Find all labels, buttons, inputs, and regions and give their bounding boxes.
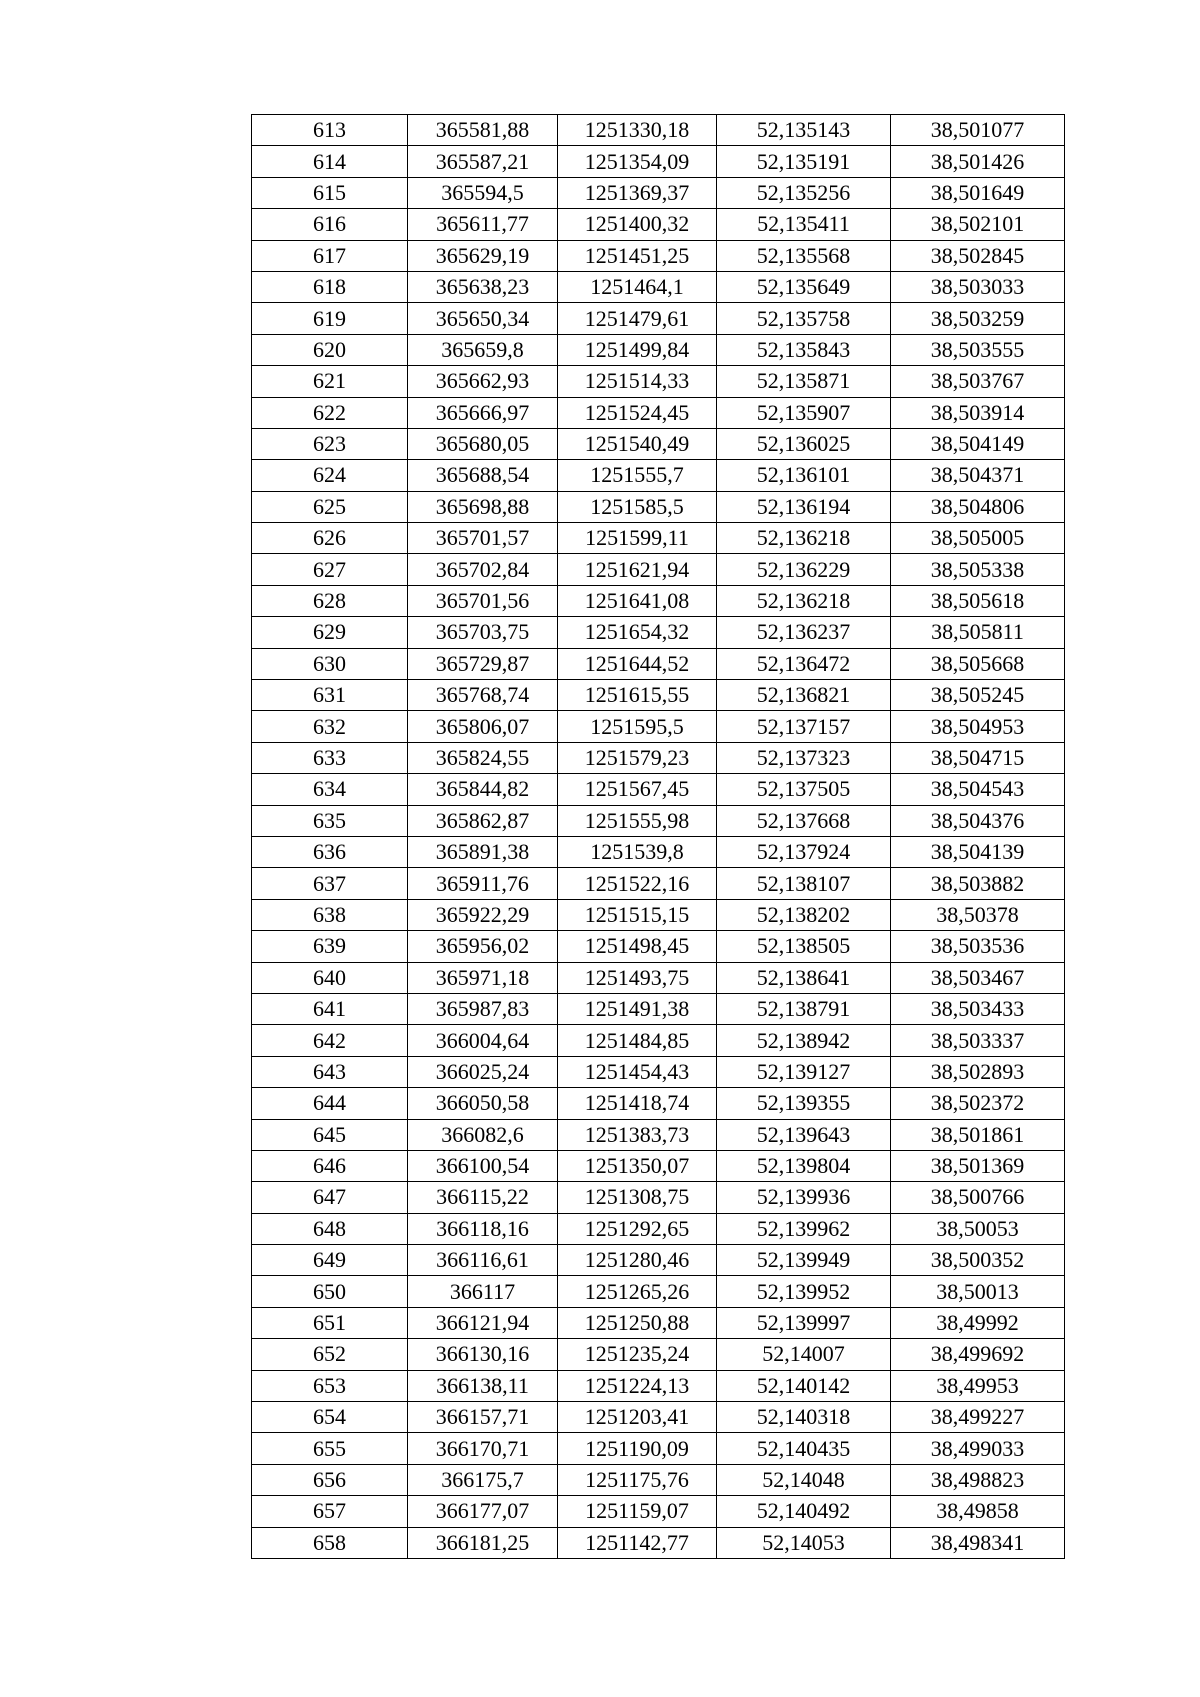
- point-number-cell: 655: [252, 1433, 408, 1464]
- x-coordinate-cell: 366170,71: [408, 1433, 558, 1464]
- y-coordinate-cell: 1251418,74: [558, 1088, 717, 1119]
- latitude-cell: 52,137668: [717, 805, 891, 836]
- y-coordinate-cell: 1251330,18: [558, 115, 717, 146]
- table-row: [252, 1182, 1065, 1213]
- x-coordinate-cell: 365701,57: [408, 523, 558, 554]
- table-row: [252, 460, 1065, 491]
- point-number-cell: 630: [252, 648, 408, 679]
- table-row: [252, 1119, 1065, 1150]
- table-row: [252, 836, 1065, 867]
- longitude-cell: 38,501649: [891, 177, 1065, 208]
- longitude-cell: 38,501861: [891, 1119, 1065, 1150]
- point-number-cell: 628: [252, 585, 408, 616]
- point-number-cell: 615: [252, 177, 408, 208]
- y-coordinate-cell: 1251499,84: [558, 334, 717, 365]
- x-coordinate-cell: 365844,82: [408, 774, 558, 805]
- x-coordinate-cell: 365666,97: [408, 397, 558, 428]
- y-coordinate-cell: 1251524,45: [558, 397, 717, 428]
- latitude-cell: 52,135907: [717, 397, 891, 428]
- point-number-cell: 648: [252, 1213, 408, 1244]
- point-number-cell: 657: [252, 1496, 408, 1527]
- y-coordinate-cell: 1251203,41: [558, 1402, 717, 1433]
- latitude-cell: 52,137323: [717, 742, 891, 773]
- point-number-cell: 635: [252, 805, 408, 836]
- longitude-cell: 38,505668: [891, 648, 1065, 679]
- point-number-cell: 639: [252, 931, 408, 962]
- x-coordinate-cell: 365611,77: [408, 209, 558, 240]
- longitude-cell: 38,503882: [891, 868, 1065, 899]
- x-coordinate-cell: 365688,54: [408, 460, 558, 491]
- point-number-cell: 654: [252, 1402, 408, 1433]
- longitude-cell: 38,503337: [891, 1025, 1065, 1056]
- point-number-cell: 646: [252, 1150, 408, 1181]
- longitude-cell: 38,503433: [891, 993, 1065, 1024]
- y-coordinate-cell: 1251308,75: [558, 1182, 717, 1213]
- table-row: [252, 648, 1065, 679]
- latitude-cell: 52,138942: [717, 1025, 891, 1056]
- latitude-cell: 52,136194: [717, 491, 891, 522]
- y-coordinate-cell: 1251615,55: [558, 680, 717, 711]
- y-coordinate-cell: 1251555,98: [558, 805, 717, 836]
- longitude-cell: 38,49992: [891, 1307, 1065, 1338]
- table-row: [252, 617, 1065, 648]
- point-number-cell: 626: [252, 523, 408, 554]
- x-coordinate-cell: 365729,87: [408, 648, 558, 679]
- y-coordinate-cell: 1251464,1: [558, 271, 717, 302]
- table-row: [252, 1370, 1065, 1401]
- table-row: [252, 993, 1065, 1024]
- latitude-cell: 52,135411: [717, 209, 891, 240]
- longitude-cell: 38,502893: [891, 1056, 1065, 1087]
- latitude-cell: 52,140318: [717, 1402, 891, 1433]
- table-row: [252, 1276, 1065, 1307]
- longitude-cell: 38,503259: [891, 303, 1065, 334]
- longitude-cell: 38,505245: [891, 680, 1065, 711]
- longitude-cell: 38,505618: [891, 585, 1065, 616]
- y-coordinate-cell: 1251369,37: [558, 177, 717, 208]
- point-number-cell: 621: [252, 366, 408, 397]
- table-row: [252, 711, 1065, 742]
- x-coordinate-cell: 366130,16: [408, 1339, 558, 1370]
- point-number-cell: 653: [252, 1370, 408, 1401]
- x-coordinate-cell: 366117: [408, 1276, 558, 1307]
- table-row: [252, 240, 1065, 271]
- table-row: [252, 1527, 1065, 1558]
- x-coordinate-cell: 366025,24: [408, 1056, 558, 1087]
- latitude-cell: 52,135871: [717, 366, 891, 397]
- table-row: [252, 1433, 1065, 1464]
- point-number-cell: 627: [252, 554, 408, 585]
- point-number-cell: 613: [252, 115, 408, 146]
- x-coordinate-cell: 365659,8: [408, 334, 558, 365]
- table-row: [252, 899, 1065, 930]
- x-coordinate-cell: 366121,94: [408, 1307, 558, 1338]
- point-number-cell: 645: [252, 1119, 408, 1150]
- latitude-cell: 52,137924: [717, 836, 891, 867]
- x-coordinate-cell: 366050,58: [408, 1088, 558, 1119]
- longitude-cell: 38,505005: [891, 523, 1065, 554]
- table-row: [252, 774, 1065, 805]
- latitude-cell: 52,136218: [717, 523, 891, 554]
- point-number-cell: 649: [252, 1245, 408, 1276]
- y-coordinate-cell: 1251498,45: [558, 931, 717, 962]
- longitude-cell: 38,499033: [891, 1433, 1065, 1464]
- point-number-cell: 634: [252, 774, 408, 805]
- latitude-cell: 52,136229: [717, 554, 891, 585]
- longitude-cell: 38,501077: [891, 115, 1065, 146]
- table-row: [252, 1213, 1065, 1244]
- longitude-cell: 38,503536: [891, 931, 1065, 962]
- y-coordinate-cell: 1251539,8: [558, 836, 717, 867]
- point-number-cell: 629: [252, 617, 408, 648]
- y-coordinate-cell: 1251585,5: [558, 491, 717, 522]
- y-coordinate-cell: 1251454,43: [558, 1056, 717, 1087]
- point-number-cell: 652: [252, 1339, 408, 1370]
- longitude-cell: 38,49858: [891, 1496, 1065, 1527]
- latitude-cell: 52,140435: [717, 1433, 891, 1464]
- y-coordinate-cell: 1251514,33: [558, 366, 717, 397]
- longitude-cell: 38,500352: [891, 1245, 1065, 1276]
- table-row: [252, 1150, 1065, 1181]
- point-number-cell: 643: [252, 1056, 408, 1087]
- point-number-cell: 617: [252, 240, 408, 271]
- longitude-cell: 38,504139: [891, 836, 1065, 867]
- y-coordinate-cell: 1251599,11: [558, 523, 717, 554]
- longitude-cell: 38,503555: [891, 334, 1065, 365]
- longitude-cell: 38,505338: [891, 554, 1065, 585]
- y-coordinate-cell: 1251451,25: [558, 240, 717, 271]
- point-number-cell: 620: [252, 334, 408, 365]
- x-coordinate-cell: 365701,56: [408, 585, 558, 616]
- longitude-cell: 38,498341: [891, 1527, 1065, 1558]
- y-coordinate-cell: 1251491,38: [558, 993, 717, 1024]
- latitude-cell: 52,135568: [717, 240, 891, 271]
- y-coordinate-cell: 1251383,73: [558, 1119, 717, 1150]
- y-coordinate-cell: 1251292,65: [558, 1213, 717, 1244]
- longitude-cell: 38,505811: [891, 617, 1065, 648]
- x-coordinate-cell: 365824,55: [408, 742, 558, 773]
- y-coordinate-cell: 1251644,52: [558, 648, 717, 679]
- latitude-cell: 52,139936: [717, 1182, 891, 1213]
- point-number-cell: 637: [252, 868, 408, 899]
- y-coordinate-cell: 1251159,07: [558, 1496, 717, 1527]
- longitude-cell: 38,504543: [891, 774, 1065, 805]
- table-row: [252, 491, 1065, 522]
- point-number-cell: 614: [252, 146, 408, 177]
- y-coordinate-cell: 1251540,49: [558, 428, 717, 459]
- latitude-cell: 52,135256: [717, 177, 891, 208]
- longitude-cell: 38,504953: [891, 711, 1065, 742]
- y-coordinate-cell: 1251280,46: [558, 1245, 717, 1276]
- x-coordinate-cell: 365581,88: [408, 115, 558, 146]
- y-coordinate-cell: 1251175,76: [558, 1464, 717, 1495]
- x-coordinate-cell: 366100,54: [408, 1150, 558, 1181]
- point-number-cell: 624: [252, 460, 408, 491]
- table-row: [252, 334, 1065, 365]
- longitude-cell: 38,502101: [891, 209, 1065, 240]
- latitude-cell: 52,139949: [717, 1245, 891, 1276]
- longitude-cell: 38,502845: [891, 240, 1065, 271]
- x-coordinate-cell: 365702,84: [408, 554, 558, 585]
- longitude-cell: 38,503033: [891, 271, 1065, 302]
- table-row: [252, 554, 1065, 585]
- table-row: [252, 177, 1065, 208]
- table-row: [252, 1307, 1065, 1338]
- x-coordinate-cell: 365987,83: [408, 993, 558, 1024]
- latitude-cell: 52,139952: [717, 1276, 891, 1307]
- table-row: [252, 1245, 1065, 1276]
- latitude-cell: 52,14048: [717, 1464, 891, 1495]
- y-coordinate-cell: 1251250,88: [558, 1307, 717, 1338]
- latitude-cell: 52,138202: [717, 899, 891, 930]
- x-coordinate-cell: 365806,07: [408, 711, 558, 742]
- table-row: [252, 303, 1065, 334]
- y-coordinate-cell: 1251654,32: [558, 617, 717, 648]
- y-coordinate-cell: 1251190,09: [558, 1433, 717, 1464]
- point-number-cell: 650: [252, 1276, 408, 1307]
- point-number-cell: 623: [252, 428, 408, 459]
- y-coordinate-cell: 1251621,94: [558, 554, 717, 585]
- table-row: [252, 397, 1065, 428]
- latitude-cell: 52,139962: [717, 1213, 891, 1244]
- longitude-cell: 38,500766: [891, 1182, 1065, 1213]
- latitude-cell: 52,14053: [717, 1527, 891, 1558]
- x-coordinate-cell: 366118,16: [408, 1213, 558, 1244]
- longitude-cell: 38,498823: [891, 1464, 1065, 1495]
- table-row: [252, 115, 1065, 146]
- point-number-cell: 625: [252, 491, 408, 522]
- longitude-cell: 38,504376: [891, 805, 1065, 836]
- x-coordinate-cell: 366138,11: [408, 1370, 558, 1401]
- x-coordinate-cell: 365922,29: [408, 899, 558, 930]
- latitude-cell: 52,140492: [717, 1496, 891, 1527]
- latitude-cell: 52,138505: [717, 931, 891, 962]
- x-coordinate-cell: 366004,64: [408, 1025, 558, 1056]
- x-coordinate-cell: 365698,88: [408, 491, 558, 522]
- x-coordinate-cell: 366116,61: [408, 1245, 558, 1276]
- y-coordinate-cell: 1251400,32: [558, 209, 717, 240]
- longitude-cell: 38,503767: [891, 366, 1065, 397]
- table-row: [252, 805, 1065, 836]
- longitude-cell: 38,504149: [891, 428, 1065, 459]
- table-row: [252, 1056, 1065, 1087]
- point-number-cell: 647: [252, 1182, 408, 1213]
- table-row: [252, 271, 1065, 302]
- table-row: [252, 868, 1065, 899]
- y-coordinate-cell: 1251555,7: [558, 460, 717, 491]
- table-row: [252, 680, 1065, 711]
- y-coordinate-cell: 1251493,75: [558, 962, 717, 993]
- latitude-cell: 52,136821: [717, 680, 891, 711]
- table-row: [252, 931, 1065, 962]
- table-row: [252, 209, 1065, 240]
- point-number-cell: 651: [252, 1307, 408, 1338]
- x-coordinate-cell: 365638,23: [408, 271, 558, 302]
- coordinates-table: [251, 114, 1065, 1559]
- latitude-cell: 52,139804: [717, 1150, 891, 1181]
- longitude-cell: 38,504806: [891, 491, 1065, 522]
- y-coordinate-cell: 1251522,16: [558, 868, 717, 899]
- x-coordinate-cell: 365768,74: [408, 680, 558, 711]
- table-row: [252, 585, 1065, 616]
- latitude-cell: 52,138791: [717, 993, 891, 1024]
- latitude-cell: 52,137505: [717, 774, 891, 805]
- table-row: [252, 1402, 1065, 1433]
- latitude-cell: 52,139997: [717, 1307, 891, 1338]
- longitude-cell: 38,501426: [891, 146, 1065, 177]
- x-coordinate-cell: 366082,6: [408, 1119, 558, 1150]
- table-row: [252, 962, 1065, 993]
- latitude-cell: 52,136472: [717, 648, 891, 679]
- longitude-cell: 38,50378: [891, 899, 1065, 930]
- point-number-cell: 638: [252, 899, 408, 930]
- table-row: [252, 1339, 1065, 1370]
- latitude-cell: 52,135191: [717, 146, 891, 177]
- x-coordinate-cell: 366157,71: [408, 1402, 558, 1433]
- y-coordinate-cell: 1251224,13: [558, 1370, 717, 1401]
- point-number-cell: 642: [252, 1025, 408, 1056]
- latitude-cell: 52,136237: [717, 617, 891, 648]
- point-number-cell: 636: [252, 836, 408, 867]
- y-coordinate-cell: 1251354,09: [558, 146, 717, 177]
- y-coordinate-cell: 1251641,08: [558, 585, 717, 616]
- longitude-cell: 38,499692: [891, 1339, 1065, 1370]
- x-coordinate-cell: 365587,21: [408, 146, 558, 177]
- longitude-cell: 38,503914: [891, 397, 1065, 428]
- y-coordinate-cell: 1251235,24: [558, 1339, 717, 1370]
- x-coordinate-cell: 365911,76: [408, 868, 558, 899]
- latitude-cell: 52,136025: [717, 428, 891, 459]
- x-coordinate-cell: 365680,05: [408, 428, 558, 459]
- x-coordinate-cell: 365891,38: [408, 836, 558, 867]
- latitude-cell: 52,139643: [717, 1119, 891, 1150]
- longitude-cell: 38,503467: [891, 962, 1065, 993]
- point-number-cell: 622: [252, 397, 408, 428]
- point-number-cell: 644: [252, 1088, 408, 1119]
- y-coordinate-cell: 1251567,45: [558, 774, 717, 805]
- x-coordinate-cell: 365703,75: [408, 617, 558, 648]
- point-number-cell: 618: [252, 271, 408, 302]
- point-number-cell: 631: [252, 680, 408, 711]
- latitude-cell: 52,14007: [717, 1339, 891, 1370]
- longitude-cell: 38,49953: [891, 1370, 1065, 1401]
- table-row: [252, 1088, 1065, 1119]
- table-row: [252, 1464, 1065, 1495]
- latitude-cell: 52,135758: [717, 303, 891, 334]
- table-row: [252, 146, 1065, 177]
- longitude-cell: 38,50013: [891, 1276, 1065, 1307]
- x-coordinate-cell: 366175,7: [408, 1464, 558, 1495]
- latitude-cell: 52,135843: [717, 334, 891, 365]
- table-row: [252, 1025, 1065, 1056]
- x-coordinate-cell: 366115,22: [408, 1182, 558, 1213]
- table-row: [252, 428, 1065, 459]
- latitude-cell: 52,136218: [717, 585, 891, 616]
- latitude-cell: 52,139355: [717, 1088, 891, 1119]
- y-coordinate-cell: 1251579,23: [558, 742, 717, 773]
- y-coordinate-cell: 1251350,07: [558, 1150, 717, 1181]
- latitude-cell: 52,136101: [717, 460, 891, 491]
- x-coordinate-cell: 365971,18: [408, 962, 558, 993]
- latitude-cell: 52,135143: [717, 115, 891, 146]
- latitude-cell: 52,138641: [717, 962, 891, 993]
- coordinates-table-body: [252, 115, 1065, 1559]
- longitude-cell: 38,501369: [891, 1150, 1065, 1181]
- y-coordinate-cell: 1251515,15: [558, 899, 717, 930]
- y-coordinate-cell: 1251479,61: [558, 303, 717, 334]
- point-number-cell: 658: [252, 1527, 408, 1558]
- point-number-cell: 641: [252, 993, 408, 1024]
- x-coordinate-cell: 366177,07: [408, 1496, 558, 1527]
- latitude-cell: 52,140142: [717, 1370, 891, 1401]
- y-coordinate-cell: 1251595,5: [558, 711, 717, 742]
- y-coordinate-cell: 1251265,26: [558, 1276, 717, 1307]
- point-number-cell: 632: [252, 711, 408, 742]
- x-coordinate-cell: 365662,93: [408, 366, 558, 397]
- table-row: [252, 1496, 1065, 1527]
- latitude-cell: 52,139127: [717, 1056, 891, 1087]
- x-coordinate-cell: 365629,19: [408, 240, 558, 271]
- longitude-cell: 38,504715: [891, 742, 1065, 773]
- longitude-cell: 38,504371: [891, 460, 1065, 491]
- point-number-cell: 656: [252, 1464, 408, 1495]
- x-coordinate-cell: 365956,02: [408, 931, 558, 962]
- longitude-cell: 38,50053: [891, 1213, 1065, 1244]
- latitude-cell: 52,138107: [717, 868, 891, 899]
- point-number-cell: 633: [252, 742, 408, 773]
- x-coordinate-cell: 366181,25: [408, 1527, 558, 1558]
- point-number-cell: 619: [252, 303, 408, 334]
- longitude-cell: 38,499227: [891, 1402, 1065, 1433]
- latitude-cell: 52,137157: [717, 711, 891, 742]
- y-coordinate-cell: 1251142,77: [558, 1527, 717, 1558]
- x-coordinate-cell: 365594,5: [408, 177, 558, 208]
- x-coordinate-cell: 365862,87: [408, 805, 558, 836]
- table-row: [252, 742, 1065, 773]
- table-row: [252, 366, 1065, 397]
- table-row: [252, 523, 1065, 554]
- point-number-cell: 616: [252, 209, 408, 240]
- x-coordinate-cell: 365650,34: [408, 303, 558, 334]
- y-coordinate-cell: 1251484,85: [558, 1025, 717, 1056]
- latitude-cell: 52,135649: [717, 271, 891, 302]
- longitude-cell: 38,502372: [891, 1088, 1065, 1119]
- point-number-cell: 640: [252, 962, 408, 993]
